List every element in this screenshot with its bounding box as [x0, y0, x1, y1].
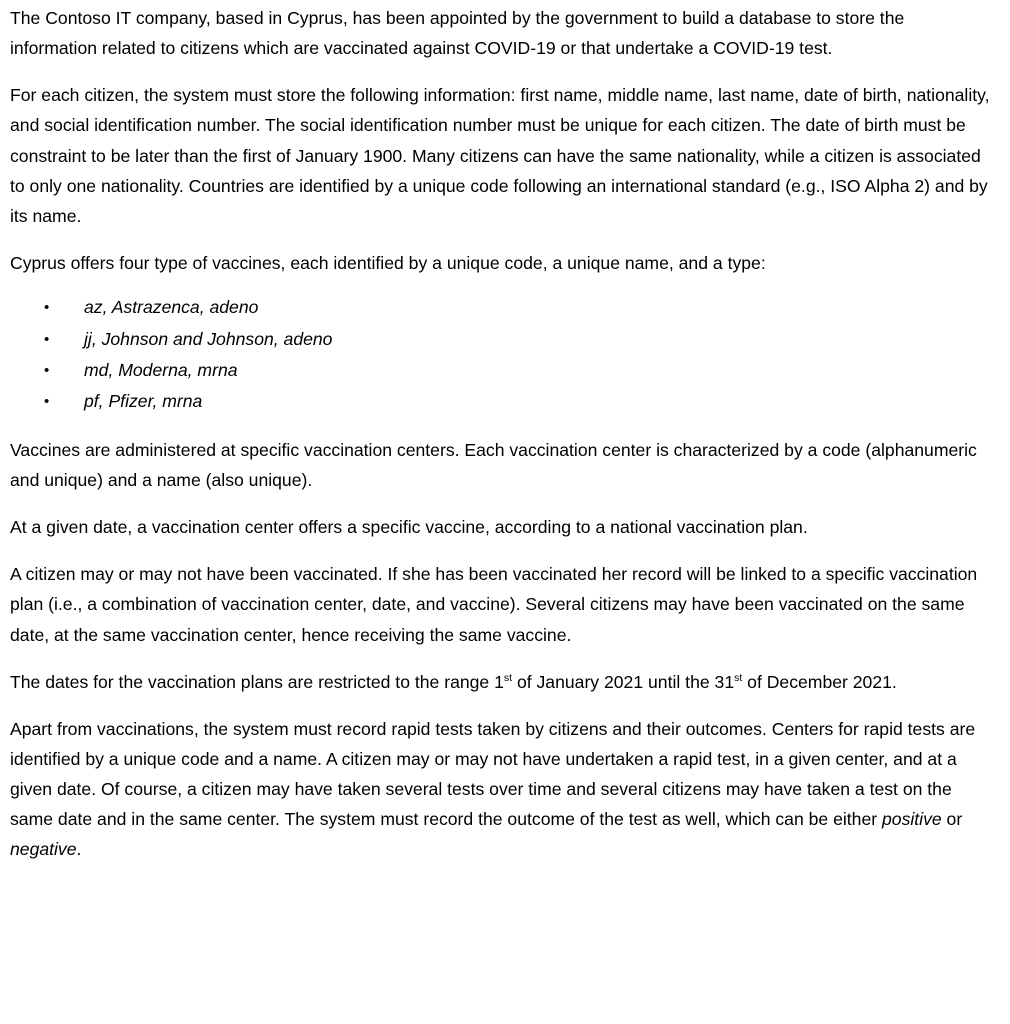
vaccine-text: md, Moderna, mrna: [84, 359, 238, 380]
vaccine-text: pf, Pfizer, mrna: [84, 391, 203, 412]
list-item-vaccine-pf: [10, 386, 1010, 417]
outcome-positive: positive: [882, 809, 942, 830]
ordinal-suffix: st: [503, 671, 513, 684]
bullet-icon: •: [44, 393, 50, 411]
bullet-icon: •: [44, 299, 50, 317]
date-range-text-1: The dates for the vaccination plans are restricted to the range 1: [10, 671, 504, 692]
rapid-tests-text-3: .: [76, 839, 82, 860]
list-item-vaccine-md: [10, 355, 1010, 386]
paragraph-vaccination-centers: Vaccines are administered at specific vaccination centers. Each vaccination center is characterized by a code (alphanumeric and unique) and a name (also unique).: [10, 440, 977, 491]
paragraph-date-range: [10, 667, 995, 697]
paragraph-vaccination-plan: At a given date, a vaccination center offers a specific vaccine, according to a national vaccination plan.: [10, 517, 808, 538]
vaccine-list: [10, 292, 1010, 417]
rapid-tests-text-2: or: [941, 809, 963, 830]
bullet-icon: •: [44, 361, 50, 379]
list-item-vaccine-az: [10, 292, 1010, 323]
paragraph-rapid-tests: [10, 714, 995, 865]
rapid-tests-text-1: Apart from vaccinations, the system must record rapid tests taken by citizens and their outcomes. Centers for rapid tests are identified by a unique code and a name. A citizen may or may not have undertaken a rapid test, in a given center, and at a given date. Of course, a citizen may have taken several tests over time and several citizens may have taken a test on the same date and in the same center. The system must record the outcome of the test as well, which can be either: [10, 718, 976, 830]
paragraph-vaccines-intro: Cyprus offers four type of vaccines, each identified by a unique code, a unique name, and a type:: [10, 253, 766, 274]
outcome-negative: negative: [10, 839, 77, 860]
vaccine-text: jj, Johnson and Johnson, adeno: [84, 328, 333, 349]
list-item-vaccine-jj: [10, 324, 1010, 355]
date-range-text-2: of January 2021 until the 31: [512, 671, 735, 692]
paragraph-citizen-vaccination: A citizen may or may not have been vaccinated. If she has been vaccinated her record will be linked to a specific vaccination plan (i.e., a combination of vaccination center, date, and vaccine). Several citizens may have been vaccinated on the same date, at the same vaccination center, hence receiving the same vaccine.: [10, 564, 978, 645]
paragraph-citizen-info: For each citizen, the system must store the following information: first name, middle name, last name, date of birth, nationality, and social identification number. The social identification number must be unique for each citizen. The date of birth must be constraint to be later than the first of January 1900. Many citizens can have the same nationality, while a citizen is associated to only one nationality. Countries are identified by a unique code following an international standard (e.g., ISO Alpha 2) and by its name.: [10, 85, 990, 227]
bullet-icon: •: [44, 330, 50, 348]
date-range-text-3: of December 2021.: [742, 671, 897, 692]
paragraph-intro: The Contoso IT company, based in Cyprus, has been appointed by the government to build a database to store the information related to citizens which are vaccinated against COVID-19 or that undertake a COVID-19 test.: [10, 8, 905, 59]
vaccine-text: az, Astrazenca, adeno: [84, 297, 259, 318]
ordinal-suffix: st: [734, 671, 743, 684]
